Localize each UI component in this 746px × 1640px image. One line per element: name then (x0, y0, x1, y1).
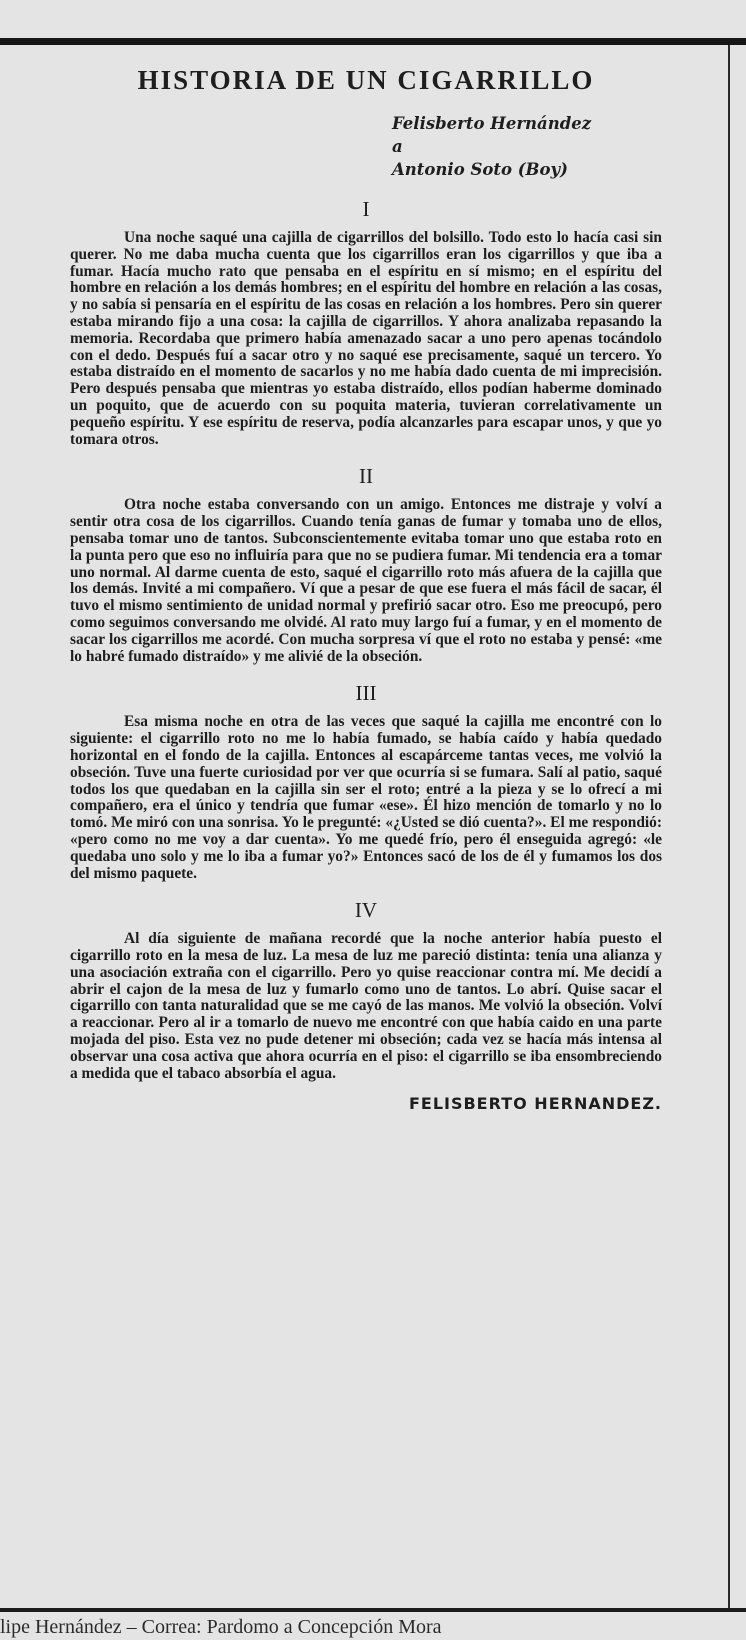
section-1 (70, 197, 662, 448)
section-number: II (359, 464, 373, 489)
author-signature: FELISBERTO HERNANDEZ. (408, 1094, 662, 1114)
next-article-fragment: lipe Hernández – Correa: Pardomo a Concepción Mora (0, 1616, 442, 1638)
byline (392, 112, 662, 181)
article (70, 55, 662, 1113)
top-rule (0, 38, 746, 45)
section-number: III (355, 681, 377, 706)
author-line: Felisberto Hernández (392, 114, 592, 133)
bottom-rule (0, 1608, 746, 1612)
section-text: Al día siguiente de mañana recordé que la noche anterior había puesto el cigarrillo roto en la mesa de luz. La mesa de luz me pareció distinta: tenía una alianza y una asociación extraña con el cigarrillo. Pero yo quise reaccionar contra mí. Me decidí a abrir el cajon de la mesa de luz y fumarlo como uno de tantos. Lo abrí. Quise sacar el cigarrillo con tanta naturalidad que se me cayó de las manos. Me volvió la obseción. Volví a reaccionar. Pero al ir a tomarlo de nuevo me encontré con que había caido en una parte mojada del piso. Esta vez no pude detener mi obseción; cada vez se hacía más intensa al observar una cosa activa que ahora ocurría en el piso: el cigarrillo se iba ensombreciendo a medida que el tabaco absorbía el agua. (70, 930, 662, 1082)
section-text: Otra noche estaba conversando con un amigo. Entonces me distraje y volví a sentir otra cosa de los cigarrillos. Cuando tenía ganas de fumar y tomaba uno de ellos, pensaba tomar uno de tantos. Subconscientemente evitaba tomar uno que estaba roto en la punta pero que eso no influiría para que no se pudiera fumar. Mi tendencia era a tomar uno normal. Al darme cuenta de esto, saqué el cigarrillo roto más afuera de la cajilla que los demás. Invité a mi compañero. Ví que a pesar de que ese fuera el más fácil de sacar, él tuvo el mismo sentimiento de unidad normal y prefirió sacar otro. Eso me preocupó, pero como seguimos conversando me olvidé. Al rato muy largo fuí a fumar, y en el momento de sacar los cigarrillos me acordé. Con mucha sorpresa ví que el roto no estaba y pensé: «me lo habré fumado distraído» y me alivié de la obseción. (70, 496, 662, 665)
dedication-a: a (392, 137, 403, 156)
article-title: HISTORIA DE UN CIGARRILLO (137, 65, 595, 95)
section-number: I (362, 197, 370, 221)
section-number: IV (354, 898, 378, 923)
section-text: Una noche saqué una cajilla de cigarrillos del bolsillo. Todo esto lo hacía casi sin querer. No me daba mucha cuenta que los cigarrillos eran los cigarrillos y que iba a fumar. Hacía mucho rato que pensaba en el espíritu en sí mismo; en el espíritu del hombre en relación a los demás hombres; en el espíritu del hombre en relación a las cosas, y no sabía si pensaría en el espíritu de las cosas en relación a los hombres. Pero sin querer estaba mirando fijo a una cosa: la cajilla de cigarrillos. Y ahora analizaba repasando la memoria. Recordaba que primero había amenazado sacar a uno pero apenas tocándolo con el dedo. Después fuí a sacar otro y no saqué ese precisamente, saqué un tercero. Yo estaba distraído en el momento de sacarlos y no me había dado cuenta de mi imprecisión. Pero después pensaba que mientras yo estaba distraído, ellos podían haberme dominado un poquito, que de acuerdo con su poquita materia, tuvieran correlativamente un pequeño espíritu. Y ese espíritu de reserva, podía alcanzarles para escapar unos, y que yo tomara otros. (70, 229, 662, 448)
dedication-name: Antonio Soto (Boy) (392, 160, 568, 179)
section-text: Esa misma noche en otra de las veces que saqué la cajilla me encontré con lo siguiente: el cigarrillo roto no me lo había fumado, se había caído y había quedado horizontal en el fondo de la cajilla. Entonces al escapárceme tantas veces, me volvió la obseción. Tuve una fuerte curiosidad por ver que ocurría si se fumara. Salí al patio, saqué todos los que quedaban en la cajilla sin ser el roto; entré a la pieza y se lo ofrecí a mi compañero, era el único y tendría que fumar «ese». Él hizo mención de tomarlo y no lo tomó. Me miró con una sonrisa. Yo le pregunté: «¿Usted se dió cuenta?». El me respondió: «pero como no me voy a dar cuenta». Yo me quedé frío, pero él enseguida agregó: «le quedaba uno solo y me lo iba a fumar yo?» Entonces sacó de los de él y fumamos los dos del mismo paquete. (70, 713, 662, 882)
column-rule (728, 45, 730, 1610)
section-2 (70, 464, 662, 665)
section-3 (70, 681, 662, 882)
section-4 (70, 898, 662, 1082)
